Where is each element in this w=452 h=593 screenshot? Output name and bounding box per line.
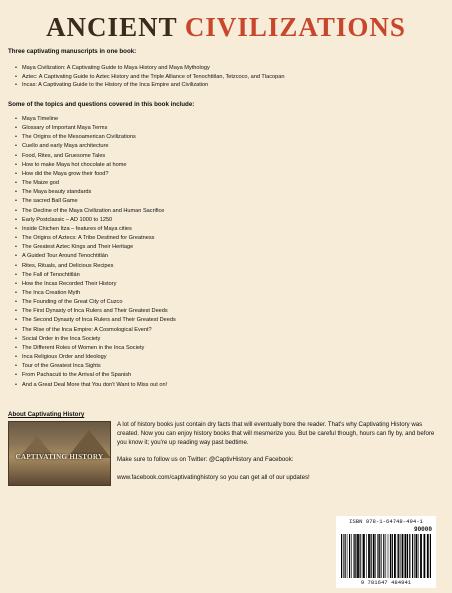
topic-list [22, 115, 176, 390]
topic-item: • The Maya beauty standards [22, 188, 176, 197]
topic-item: • The Origins of Aztecs: A Tribe Destined for Greatness [22, 234, 176, 243]
topic-item: • The Maize god [22, 179, 176, 188]
manuscript-list [22, 64, 284, 90]
topic-item: • How to make Maya hot chocolate at home [22, 161, 176, 170]
topic-item: • The Fall of Tenochtitlán [22, 271, 176, 280]
topic-item: • The Rise of the Inca Empire: A Cosmological Event? [22, 326, 176, 335]
topic-item: • The sacred Ball Game [22, 197, 176, 206]
cover-title [0, 12, 452, 42]
topics-heading: Some of the topics and questions covered in this book include: [8, 101, 195, 108]
about-paragraph: www.facebook.com/captivatinghistory so you can get all of our updates! [117, 474, 310, 482]
topic-item: • Tour of the Greatest Inca Sights [22, 362, 176, 371]
topic-item: • Early Postclassic – AD 1000 to 1250 [22, 216, 176, 225]
topic-item: • The Greatest Aztec Kings and Their Heritage [22, 243, 176, 252]
topic-item: • How the Incas Recorded Their History [22, 280, 176, 289]
topic-item: • Social Order in the Inca Society [22, 335, 176, 344]
about-text [117, 421, 437, 492]
topic-item: • The Inca Creation Myth [22, 289, 176, 298]
list-item: • Incas: A Captivating Guide to the History of the Inca Empire and Civilization [22, 81, 284, 90]
topic-item: • The Different Roles of Women in the Inca Society [22, 344, 176, 353]
about-paragraph: Make sure to follow us on Twitter: @CaptivHistory and Facebook: [117, 456, 294, 464]
topic-item: • From Pachacuti to the Arrival of the Spanish [22, 371, 176, 380]
topic-item: • The Founding of the Great City of Cuzco [22, 298, 176, 307]
topic-item: • A Guided Tour Around Tenochtitlán [22, 252, 176, 261]
price-code: 90000 [413, 526, 432, 533]
list-item: • Aztec: A Captivating Guide to Aztec History and the Triple Alliance of Tenochtitlan, Tetzcoco, and Tlacopan [22, 73, 284, 82]
topic-item: • The First Dynasty of Inca Rulers and Their Greatest Deeds [22, 307, 176, 316]
topic-item: • Cuello and early Maya architecture [22, 142, 176, 151]
title-word-civilizations: CIVILIZATIONS [184, 12, 406, 42]
topic-item: • Rites, Rituals, and Delicious Recipes [22, 262, 176, 271]
topic-item: • The Origins of the Mesoamerican Civilizations [22, 133, 176, 142]
intro-heading: Three captivating manuscripts in one book: [8, 48, 137, 55]
topic-item: • Maya Timeline [22, 115, 176, 124]
topic-item: • How did the Maya grow their food? [22, 170, 176, 179]
topic-item: • Food, Rites, and Gruesome Tales [22, 152, 176, 161]
barcode-box [336, 516, 436, 588]
topic-item: • Inside Chichen Itza – features of Maya cities [22, 225, 176, 234]
topic-item: • Inca Religious Order and Ideology [22, 353, 176, 362]
topic-item: • And a Great Deal More that You don't Want to Miss out on! [22, 381, 176, 390]
list-item: • Maya Civilization: A Captivating Guide to Maya History and Maya Mythology [22, 64, 284, 73]
isbn-text: ISBN 978-1-64748-494-1 [349, 518, 423, 525]
title-word-ancient: ANCIENT [46, 12, 178, 42]
topic-item: • The Second Dynasty of Inca Rulers and Their Greatest Deeds [22, 316, 176, 325]
barcode-bars [341, 534, 431, 578]
publisher-logo-image [8, 421, 111, 486]
about-heading: About Captivating History [8, 411, 85, 418]
publisher-logo-text: CAPTIVATING HISTORY [15, 453, 104, 461]
about-paragraph: A lot of history books just contain dry facts that will eventually bore the reader. That's why Captivating History was created. Now you can enjoy history books that will mesmerize you. But be careful though, hours can fly by, and before you know it; you're up reading way past bedtime. [117, 421, 435, 446]
topic-item: • Glossary of Important Maya Terms [22, 124, 176, 133]
topic-item: • The Decline of the Maya Civilization and Human Sacrifice [22, 207, 176, 216]
barcode-number: 9 781647 484941 [360, 579, 412, 586]
